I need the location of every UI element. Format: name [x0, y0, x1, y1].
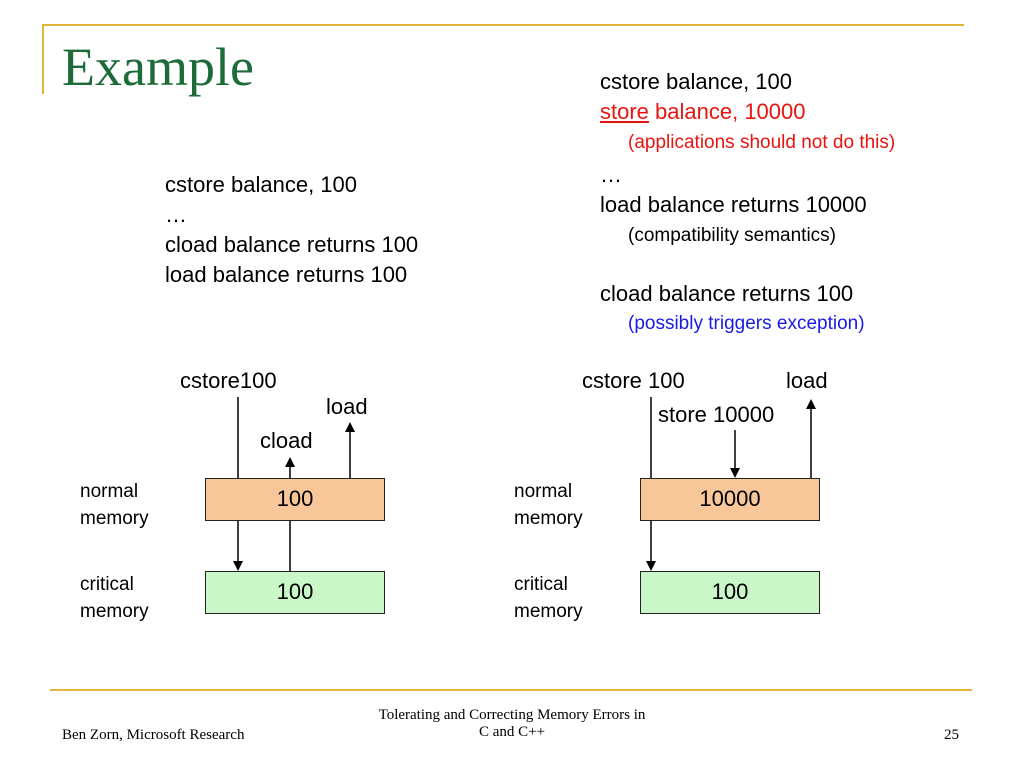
left-critical-memory-label: critical memory [80, 574, 149, 622]
note-compatibility: (compatibility semantics) [628, 225, 836, 246]
right-normal-memory-box: 10000 [640, 478, 820, 521]
left-code-line: cstore balance, 100 [165, 172, 358, 197]
left-critical-memory-box: 100 [205, 571, 385, 614]
left-code-line: cload balance returns 100 [165, 232, 419, 257]
left-cload-label: cload [260, 428, 313, 453]
right-critical-memory-box: 100 [640, 571, 820, 614]
right-code-line-4: load balance returns 10000 [600, 192, 867, 217]
left-normal-memory-box: 100 [205, 478, 385, 521]
footer-center-line-1: Tolerating and Correcting Memory Errors in [378, 707, 646, 723]
right-cstore-label: cstore 100 [582, 368, 685, 393]
note-exception: (possibly triggers exception) [628, 313, 865, 334]
page-number: 25 [944, 727, 959, 743]
right-code-line-5: cload balance returns 100 [600, 281, 854, 306]
left-code-line: load balance returns 100 [165, 262, 408, 287]
left-load-label: load [326, 394, 368, 419]
right-code-line-1: cstore balance, 100 [600, 69, 793, 94]
footer-author: Ben Zorn, Microsoft Research [62, 727, 245, 743]
left-normal-memory-label: normal memory [80, 481, 149, 529]
right-store-label: store 10000 [658, 402, 775, 427]
right-code-ellipsis: … [600, 162, 622, 187]
slide-title: Example [62, 37, 254, 97]
left-cstore-label: cstore100 [180, 368, 277, 393]
footer-center [312, 707, 712, 741]
store-rest: balance, 10000 [648, 99, 806, 124]
right-load-label: load [786, 368, 828, 393]
right-critical-memory-label: critical memory [514, 574, 583, 622]
right-normal-memory-label: normal memory [514, 481, 583, 529]
store-keyword: store [600, 99, 649, 124]
left-code-line: … [165, 202, 187, 227]
note-applications: (applications should not do this) [628, 132, 896, 153]
footer-center-line-2: C and C++ [478, 724, 546, 740]
